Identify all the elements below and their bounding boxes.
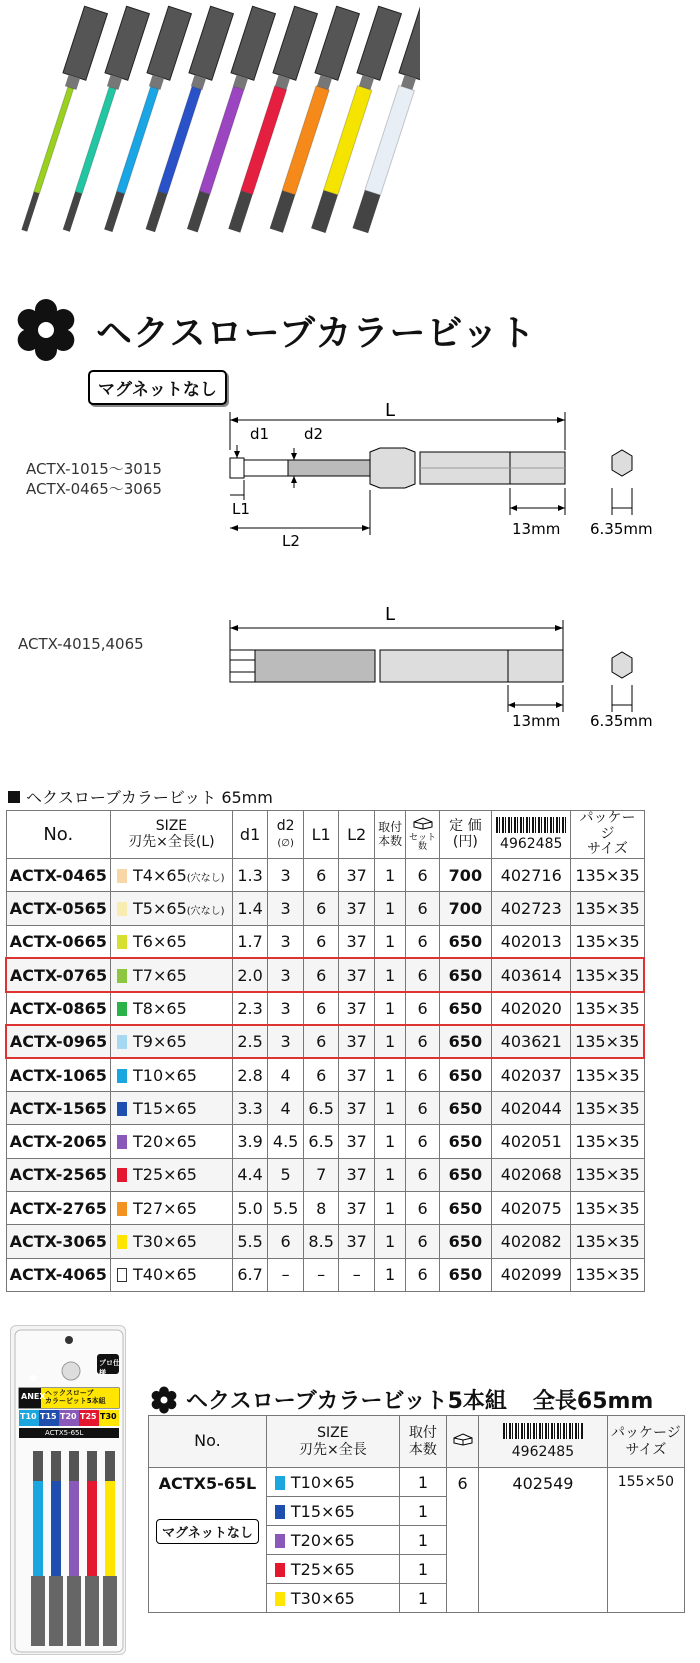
cell-pkg: 135×35 [571, 1158, 644, 1191]
cell-price: 650 [439, 992, 491, 1025]
set-th-pkg: パッケージ サイズ [607, 1416, 684, 1468]
magnet-badge: マグネットなし [88, 370, 227, 405]
cell-jan: 402082 [492, 1225, 571, 1258]
th-d2: d2 (∅) [268, 811, 304, 859]
set-heading-text: ヘクスローブカラービット5本組 [186, 1389, 507, 1414]
cell-d1: 1.7 [232, 925, 268, 958]
page-title: ヘクスローブカラービット [96, 312, 537, 354]
cell-size [111, 859, 233, 892]
cell-d1: 3.9 [232, 1125, 268, 1158]
cell-price: 650 [439, 1225, 491, 1258]
color-swatch [117, 935, 127, 949]
set-table-header [149, 1416, 685, 1468]
dim-L1: L1 [232, 500, 250, 518]
cell-L1: 6 [303, 958, 339, 991]
table-row [6, 992, 644, 1025]
size-text: T6×65 [133, 931, 187, 951]
cell-price: 700 [439, 859, 491, 892]
cell-set: 6 [406, 992, 439, 1025]
cell-L1: 6 [303, 992, 339, 1025]
package-bit-tip [87, 1451, 97, 1481]
product-bit [265, 6, 360, 234]
color-swatch [117, 1135, 127, 1149]
set-heading-length: 全長65mm [532, 1389, 654, 1414]
set-th-set [446, 1416, 478, 1468]
color-swatch [117, 1168, 127, 1182]
color-swatch [117, 1035, 127, 1049]
box-icon-2 [452, 1432, 474, 1446]
cell-size [111, 1191, 233, 1224]
set-size-text: T10×65 [290, 1472, 355, 1492]
product-bit [97, 6, 192, 234]
package-bit-tip [51, 1451, 61, 1481]
package-photo [10, 1325, 126, 1655]
cell-L2: 37 [339, 992, 375, 1025]
cell-no: ACTX-0465 [6, 859, 111, 892]
cell-pkg: 135×35 [571, 1191, 644, 1224]
set-cell-size [266, 1497, 399, 1526]
cell-no: ACTX-0865 [6, 992, 111, 1025]
th-price: 定 価 (円) [439, 811, 491, 859]
cell-d2: 4 [268, 1092, 304, 1125]
cell-d1: 5.0 [232, 1191, 268, 1224]
cell-qty: 1 [374, 1025, 405, 1058]
th-jan: 4962485 [492, 811, 571, 859]
cell-no: ACTX-1565 [6, 1092, 111, 1125]
cell-qty: 1 [374, 859, 405, 892]
package-bit-tip [33, 1451, 43, 1481]
package-model: ACTX5-65L [45, 1429, 84, 1437]
package-bit-band [69, 1481, 79, 1576]
cell-pkg: 135×35 [571, 1025, 644, 1058]
box-icon [412, 816, 434, 830]
product-bit [139, 6, 234, 234]
cell-L1: 6 [303, 859, 339, 892]
cell-size [111, 1258, 233, 1291]
cell-jan: 402723 [492, 892, 571, 925]
cell-set: 6 [406, 1125, 439, 1158]
size-text: T27×65 [133, 1198, 197, 1218]
cell-d1: 3.3 [232, 1092, 268, 1125]
table-row [6, 1058, 644, 1091]
cell-d2: 3 [268, 892, 304, 925]
package-bit-hex [49, 1576, 63, 1646]
table-row [6, 1092, 644, 1125]
cell-qty: 1 [374, 1158, 405, 1191]
title-block [14, 298, 536, 362]
cell-jan: 402013 [492, 925, 571, 958]
cell-size [111, 958, 233, 991]
cell-no: ACTX-2565 [6, 1158, 111, 1191]
cell-size [111, 992, 233, 1025]
cell-d2: 3 [268, 925, 304, 958]
cell-set: 6 [406, 1025, 439, 1058]
diagram2-drawing [220, 610, 690, 720]
size-text: T10×65 [133, 1065, 197, 1085]
cell-jan: 403614 [492, 958, 571, 991]
cell-set: 6 [406, 1158, 439, 1191]
table-row [6, 958, 644, 991]
package-bit-hex [85, 1576, 99, 1646]
set-cell-qty: 1 [399, 1526, 446, 1555]
cell-L2: 37 [339, 892, 375, 925]
th-set: セット数 [406, 811, 439, 859]
package-bit-hex [103, 1576, 117, 1646]
color-swatch [275, 1505, 285, 1519]
cell-price: 700 [439, 892, 491, 925]
cell-price: 650 [439, 1092, 491, 1125]
diagram1-model-1: ACTX-1015～3015 [26, 460, 162, 478]
size-text: T40×65 [133, 1265, 197, 1285]
table1-heading [8, 785, 273, 808]
package-bit-tip [69, 1451, 79, 1481]
set-heading [150, 1384, 653, 1415]
square-bullet-icon [8, 791, 20, 803]
cell-qty: 1 [374, 892, 405, 925]
cell-qty: 1 [374, 992, 405, 1025]
cell-qty: 1 [374, 1191, 405, 1224]
cell-jan: 402051 [492, 1125, 571, 1158]
cell-set: 6 [406, 958, 439, 991]
cell-pkg: 135×35 [571, 925, 644, 958]
th-size: SIZE 刃先×全長(L) [111, 811, 233, 859]
set-cell-pkg: 155×50 [607, 1468, 684, 1613]
cell-set: 6 [406, 1058, 439, 1091]
cell-pkg: 135×35 [571, 1225, 644, 1258]
cell-pkg: 135×35 [571, 1258, 644, 1291]
diagram2-model: ACTX-4015,4065 [18, 635, 144, 653]
cell-pkg: 135×35 [571, 992, 644, 1025]
set-cell-set_count: 6 [446, 1468, 478, 1613]
cell-price: 650 [439, 1025, 491, 1058]
cell-set: 6 [406, 859, 439, 892]
package-size-label: T20 [60, 1412, 77, 1421]
cell-size [111, 1158, 233, 1191]
cell-d2: 4.5 [268, 1125, 304, 1158]
cell-L2: 37 [339, 1058, 375, 1091]
cell-jan: 402099 [492, 1258, 571, 1291]
set-cell-qty: 1 [399, 1584, 446, 1613]
table-row [6, 1125, 644, 1158]
cell-d1: 2.0 [232, 958, 268, 991]
product-photo [0, 0, 420, 262]
cell-d1: 2.3 [232, 992, 268, 1025]
th-qty: 取付 本数 [374, 811, 405, 859]
cell-d1: 2.5 [232, 1025, 268, 1058]
cell-no: ACTX-2765 [6, 1191, 111, 1224]
color-swatch [275, 1534, 285, 1548]
cell-price: 650 [439, 1191, 491, 1224]
product-bit [223, 6, 318, 234]
color-swatch [275, 1592, 285, 1606]
cell-L2: 37 [339, 1092, 375, 1125]
set-th-qty: 取付 本数 [399, 1416, 446, 1468]
cell-d2: 3 [268, 1025, 304, 1058]
cell-L1: 6.5 [303, 1125, 339, 1158]
cell-L2: 37 [339, 1191, 375, 1224]
cell-L2: 37 [339, 1158, 375, 1191]
cell-d2: – [268, 1258, 304, 1291]
product-bit [55, 6, 150, 234]
hexalobular-small-icon [150, 1386, 178, 1414]
cell-d1: 5.5 [232, 1225, 268, 1258]
package-bit-hex [67, 1576, 81, 1646]
set-th-jan: 4962485 [479, 1416, 608, 1468]
size-text: T25×65 [133, 1165, 197, 1185]
set-cell-no [149, 1468, 267, 1613]
color-swatch [117, 902, 127, 916]
table-row [6, 859, 644, 892]
color-swatch [117, 1235, 127, 1249]
cell-set: 6 [406, 1092, 439, 1125]
dim-hex-size-1: 6.35mm [590, 520, 653, 538]
set-cell-size [266, 1526, 399, 1555]
table1-heading-text: ヘクスローブカラービット 65mm [26, 788, 273, 807]
color-swatch [117, 1002, 127, 1016]
cell-jan: 402037 [492, 1058, 571, 1091]
package-size-label: T10 [20, 1412, 37, 1421]
cell-no: ACTX-0565 [6, 892, 111, 925]
cell-size [111, 1092, 233, 1125]
package-brand: ANEX [21, 1392, 46, 1401]
table-row [6, 1025, 644, 1058]
cell-size [111, 1225, 233, 1258]
cell-L1: 6 [303, 892, 339, 925]
cell-L2: 37 [339, 1025, 375, 1058]
cell-qty: 1 [374, 1058, 405, 1091]
th-d1: d1 [232, 811, 268, 859]
dim-L-1: L [385, 400, 396, 421]
cell-L1: – [303, 1258, 339, 1291]
spec-table-header [6, 811, 644, 859]
cell-pkg: 135×35 [571, 1058, 644, 1091]
package-size-label: T25 [80, 1412, 97, 1421]
cell-jan: 402044 [492, 1092, 571, 1125]
th-L2: L2 [339, 811, 375, 859]
cell-price: 650 [439, 958, 491, 991]
cell-pkg: 135×35 [571, 1125, 644, 1158]
cell-pkg: 135×35 [571, 892, 644, 925]
dim-hex-len-2: 13mm [512, 712, 561, 730]
color-swatch [275, 1563, 285, 1577]
cell-d2: 3 [268, 958, 304, 991]
package-size-label: T15 [40, 1412, 57, 1421]
dim-L2: L2 [282, 532, 300, 550]
cell-size [111, 1125, 233, 1158]
cell-jan: 402020 [492, 992, 571, 1025]
cell-d2: 3 [268, 859, 304, 892]
cell-no: ACTX-4065 [6, 1258, 111, 1291]
cell-d1: 1.4 [232, 892, 268, 925]
cell-qty: 1 [374, 925, 405, 958]
product-bit [181, 6, 276, 234]
cell-d2: 3 [268, 992, 304, 1025]
package-bit-band [51, 1481, 61, 1576]
set-cell-size [266, 1555, 399, 1584]
set-size-text: T30×65 [290, 1588, 355, 1608]
set-size-text: T20×65 [290, 1530, 355, 1550]
cell-set: 6 [406, 925, 439, 958]
cell-jan: 403621 [492, 1025, 571, 1058]
spec-table [5, 810, 645, 1292]
cell-d1: 1.3 [232, 859, 268, 892]
package-bit-band [33, 1481, 43, 1576]
cell-L2: 37 [339, 1125, 375, 1158]
table-row [6, 1225, 644, 1258]
th-no: No. [6, 811, 111, 859]
cell-set: 6 [406, 1225, 439, 1258]
dim-hex-size-2: 6.35mm [590, 712, 653, 730]
set-size-text: T15×65 [290, 1501, 355, 1521]
cell-no: ACTX-1065 [6, 1058, 111, 1091]
cell-L1: 6.5 [303, 1092, 339, 1125]
size-text: T4×65 [133, 865, 187, 885]
cell-price: 650 [439, 925, 491, 958]
size-text: T9×65 [133, 1032, 187, 1052]
size-text: T7×65 [133, 965, 187, 985]
cell-L2: 37 [339, 925, 375, 958]
color-swatch [117, 969, 127, 983]
cell-pkg: 135×35 [571, 958, 644, 991]
set-cell-qty: 1 [399, 1555, 446, 1584]
cell-no: ACTX-2065 [6, 1125, 111, 1158]
cell-pkg: 135×35 [571, 859, 644, 892]
cell-no: ACTX-0965 [6, 1025, 111, 1058]
cell-L2: 37 [339, 1225, 375, 1258]
cell-d1: 2.8 [232, 1058, 268, 1091]
cell-d2: 5 [268, 1158, 304, 1191]
size-note: (穴なし) [186, 872, 225, 884]
color-swatch [117, 1268, 127, 1282]
set-th-size: SIZE 刃先×全長 [266, 1416, 399, 1468]
cell-L2: 37 [339, 958, 375, 991]
cell-size [111, 925, 233, 958]
dim-d1: d1 [250, 425, 270, 443]
cell-L2: 37 [339, 859, 375, 892]
cell-d2: 5.5 [268, 1191, 304, 1224]
color-swatch [117, 869, 127, 883]
cell-qty: 1 [374, 1225, 405, 1258]
cell-d2: 6 [268, 1225, 304, 1258]
package-label: ヘックスローブ カラービット5本組 [45, 1389, 106, 1406]
cell-no: ACTX-0765 [6, 958, 111, 991]
cell-L2: – [339, 1258, 375, 1291]
package-tag: プロ仕様 [99, 1359, 120, 1377]
set-table [148, 1415, 685, 1613]
color-swatch [117, 1069, 127, 1083]
table-row [6, 1191, 644, 1224]
package-size-label: T30 [100, 1412, 117, 1421]
color-swatch [275, 1476, 285, 1490]
cell-no: ACTX-0665 [6, 925, 111, 958]
set-th-no: No. [149, 1416, 267, 1468]
cell-d1: 4.4 [232, 1158, 268, 1191]
cell-L1: 6 [303, 1025, 339, 1058]
set-cell-size [266, 1584, 399, 1613]
cell-qty: 1 [374, 1092, 405, 1125]
set-magnet-badge: マグネットなし [156, 1519, 259, 1544]
cell-L1: 8.5 [303, 1225, 339, 1258]
cell-L1: 7 [303, 1158, 339, 1191]
diagram1-model-2: ACTX-0465～3065 [26, 480, 162, 498]
cell-price: 650 [439, 1058, 491, 1091]
cell-price: 650 [439, 1158, 491, 1191]
package-bit-band [105, 1481, 115, 1576]
table-row [6, 892, 644, 925]
set-cell-qty: 1 [399, 1468, 446, 1497]
size-text: T30×65 [133, 1231, 197, 1251]
size-text: T20×65 [133, 1132, 197, 1152]
package-bit-band [87, 1481, 97, 1576]
cell-L1: 6 [303, 925, 339, 958]
cell-set: 6 [406, 892, 439, 925]
size-text: T15×65 [133, 1098, 197, 1118]
cell-L1: 8 [303, 1191, 339, 1224]
cell-d1: 6.7 [232, 1258, 268, 1291]
table-row [6, 1158, 644, 1191]
set-model-no: ACTX5-65L [158, 1474, 257, 1493]
cell-no: ACTX-3065 [6, 1225, 111, 1258]
cell-qty: 1 [374, 1125, 405, 1158]
set-table-row [149, 1468, 685, 1497]
cell-pkg: 135×35 [571, 1092, 644, 1125]
cell-size [111, 1058, 233, 1091]
barcode-icon [496, 817, 566, 833]
size-text: T5×65 [133, 898, 187, 918]
cell-jan: 402075 [492, 1191, 571, 1224]
package-bit-tip [105, 1451, 115, 1481]
dim-hex-len-1: 13mm [512, 520, 561, 538]
set-cell-qty: 1 [399, 1497, 446, 1526]
barcode-icon-2 [503, 1423, 583, 1439]
set-cell-jan: 402549 [479, 1468, 608, 1613]
color-swatch [117, 1102, 127, 1116]
package-bit-hex [31, 1576, 45, 1646]
cell-jan: 402068 [492, 1158, 571, 1191]
table-row [6, 925, 644, 958]
cell-jan: 402716 [492, 859, 571, 892]
th-L1: L1 [303, 811, 339, 859]
cell-qty: 1 [374, 958, 405, 991]
cell-d2: 4 [268, 1058, 304, 1091]
cell-size [111, 892, 233, 925]
cell-L1: 6 [303, 1058, 339, 1091]
th-pkg: パッケージ サイズ [571, 811, 644, 859]
cell-set: 6 [406, 1258, 439, 1291]
size-note: (穴なし) [186, 905, 225, 917]
dim-L-2: L [385, 604, 396, 625]
product-bit [13, 6, 108, 234]
size-text: T8×65 [133, 998, 187, 1018]
dim-d2: d2 [304, 425, 324, 443]
hexalobular-icon [14, 298, 78, 362]
table-row [6, 1258, 644, 1291]
cell-price: 650 [439, 1125, 491, 1158]
cell-price: 650 [439, 1258, 491, 1291]
color-swatch [117, 1202, 127, 1216]
set-cell-size [266, 1468, 399, 1497]
cell-set: 6 [406, 1191, 439, 1224]
set-size-text: T25×65 [290, 1559, 355, 1579]
cell-qty: 1 [374, 1258, 405, 1291]
cell-size [111, 1025, 233, 1058]
